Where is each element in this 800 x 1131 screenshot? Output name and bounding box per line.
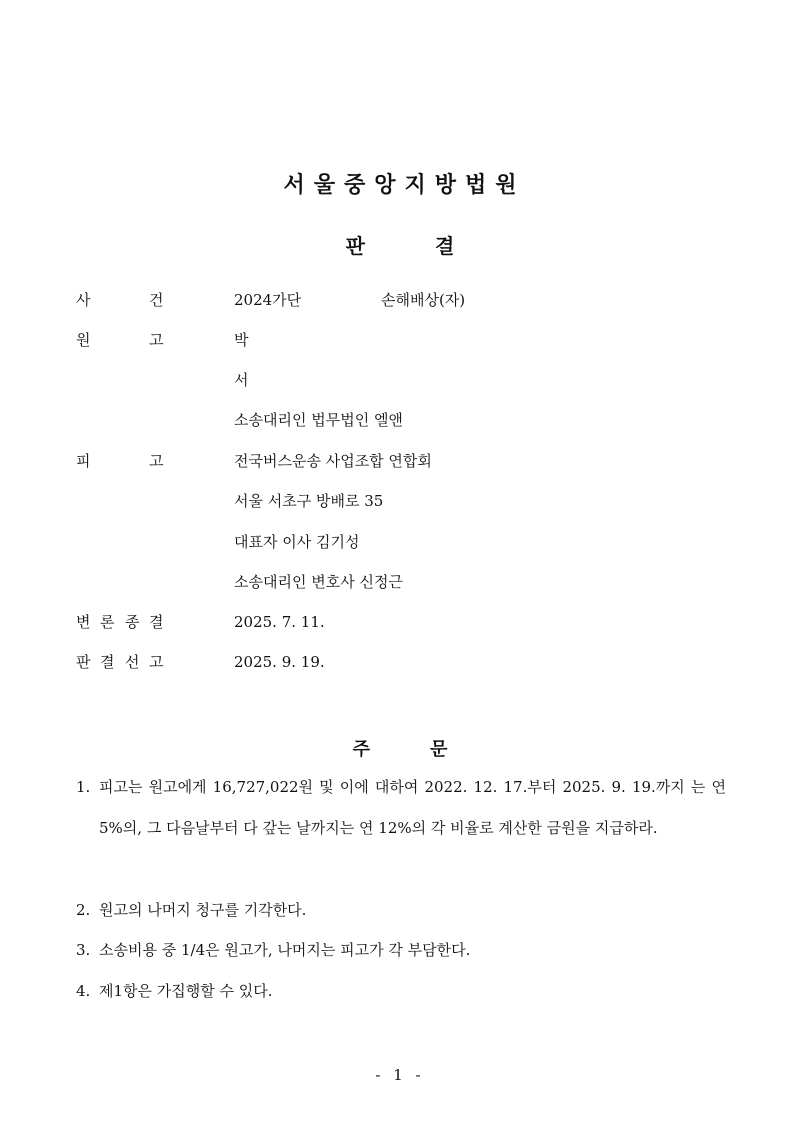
- order-item-text: 소송비용 중 1/4은 원고가, 나머지는 피고가 각 부담한다.: [99, 941, 471, 959]
- defendant-representative: 대표자 이사 김기성: [234, 533, 360, 551]
- case-number: 2024가단: [234, 291, 302, 309]
- closing-row: 변 론 종 결 2025. 7. 11.: [76, 613, 325, 631]
- closing-date: 2025. 7. 11.: [234, 613, 325, 631]
- order-title-right: 문: [430, 739, 448, 760]
- order-item: [76, 767, 726, 849]
- defendant-name: 전국버스운송 사업조합 연합회: [234, 452, 432, 470]
- order-item-number: 2.: [76, 901, 91, 919]
- defendant-row: 피 고 전국버스운송 사업조합 연합회: [76, 452, 432, 470]
- plaintiff-name: 박: [234, 331, 249, 349]
- order-item-text: 제1항은 가집행할 수 있다.: [99, 982, 273, 1000]
- case-name: 손해배상(자): [381, 291, 466, 309]
- order-item-text: 원고의 나머지 청구를 기각한다.: [99, 901, 307, 919]
- order-item-number: 4.: [76, 982, 91, 1000]
- order-item-number: 1.: [76, 778, 91, 796]
- plaintiff-row: 원 고 박: [76, 331, 249, 349]
- order-item: [76, 930, 726, 971]
- order-item: [76, 971, 726, 1012]
- document-title: [0, 230, 800, 259]
- order-item-text: 피고는 원고에게 16,727,022원 및 이에 대하여 2022. 12. 17.부터 2025. 9. 19.까지 는 연 5%의, 그 다음날부터 다 갚는 날까지는 연 12%의 각 비율로 계산한 금원을 지급하라.: [99, 778, 726, 837]
- verdict-row: 판 결 선 고 2025. 9. 19.: [76, 653, 325, 671]
- document-title-right: 결: [435, 234, 455, 258]
- court-name: 서울중앙지방법원: [283, 173, 526, 198]
- defendant-counsel: 소송대리인 변호사 신정근: [234, 573, 403, 591]
- defendant-address: 서울 서초구 방배로 35: [234, 492, 384, 510]
- document-title-left: 판: [345, 234, 365, 258]
- case-row: 사 건 2024가단 손해배상(자): [76, 291, 466, 309]
- plaintiff-counsel: 소송대리인 법무법인 엘앤: [234, 411, 403, 429]
- order-item: [76, 890, 726, 931]
- verdict-date: 2025. 9. 19.: [234, 653, 325, 671]
- plaintiff-line: 서: [234, 371, 249, 389]
- order-title-left: 주: [352, 739, 370, 760]
- order-item-number: 3.: [76, 941, 91, 959]
- page-number: - 1 -: [375, 1066, 425, 1084]
- order-title: [0, 735, 800, 761]
